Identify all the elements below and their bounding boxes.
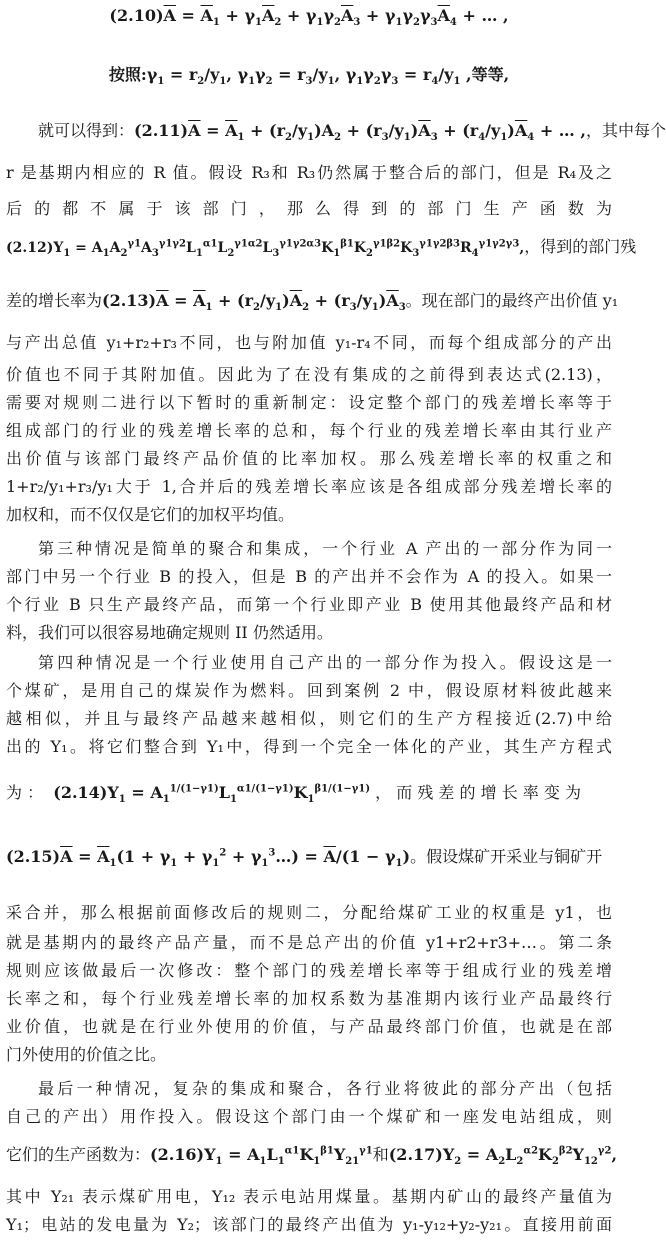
paragraph-line: 第四种情况是一个行业使用自己产出的一部分作为投入。假设这是一 <box>38 653 612 672</box>
paragraph-line: 自己的产出）用作投入。假设这个部门由一个煤矿和一座发电站组成，则 <box>6 1107 612 1126</box>
text-run: 就可以得到： <box>38 121 135 140</box>
paragraph-line: 规则应该做最后一次修改：整个部门的残差增长率等于组成行业的残差增 <box>6 961 612 980</box>
paragraph-line: 其中 Y₂₁ 表示煤矿用电，Y₁₂ 表示电站用煤量。基期内矿山的最终产量值为 <box>6 1187 612 1206</box>
paragraph-line: 就是基期内的最终产品产量，而不是总产出的价值 y1+r2+r3+…。第二条 <box>6 933 612 952</box>
paragraph-line: 个煤矿，是用自己的煤炭作为燃料。回到案例 2 中，假设原材料彼此越来 <box>6 681 612 700</box>
paragraph-line: 后 的 都 不 属 于 该 部 门 ， 那 么 得 到 的 部 门 生 产 函 数 为 <box>6 199 612 218</box>
paragraph-line: 第三种情况是简单的聚合和集成，一个行业 A 产出的一部分作为同一 <box>38 539 612 558</box>
paragraph-line: r 是基期内相应的 R 值。假设 R₃和 R₃仍然属于整合后的部门，但是 R₄及之 <box>6 163 612 182</box>
equation-2-17: $(2.17)Y_2 = A_2L_2^{\alpha 2}K_2^{\beta 2}Y_{12}^{\gamma 2}$, <box>388 1145 618 1168</box>
paragraph-line <box>6 290 619 314</box>
equation-2-16: $(2.16)Y_1 = A_1L_1^{\alpha 1}K_1^{\beta 1}Y_{21}^{\gamma 1}$ <box>150 1145 373 1168</box>
text-run: 为 ： <box>6 783 44 802</box>
text-run: ，其中每个 <box>585 121 666 140</box>
paragraph-line: 业价值，也就是在行业外使用的价值，与产品最终部门价值，也就是在部 <box>6 1017 612 1036</box>
paragraph-line <box>6 1144 618 1168</box>
paragraph-line <box>6 846 612 868</box>
paragraph-line <box>6 120 666 144</box>
paragraph-line: 长率之和，每个行业残差增长率的加权系数为基准期内该行业产品最终行 <box>6 989 612 1008</box>
equation-2-10: $(2.10)\overline{A} = \overline{A}_1 + \gamma_1\overline{A}_2 + \gamma_1\gamma_2\overline{A}_3 + \gamma_1\gamma_2\gamma_3\overline{A}_4$ + … , <box>109 6 509 29</box>
paragraph-line: 与产出总值 y₁+r₂+r₃不同，也与附加值 y₁-r₄不同，而每个组成部分的产出 <box>6 333 612 352</box>
paragraph-line: 加权和，而不仅仅是它们的加权平均值。 <box>6 505 295 524</box>
paragraph-line <box>6 236 637 259</box>
equation-2-11: $(2.11)\overline{A} = \overline{A}_1 + (r_2/y_1)A_2 + (r_3/y_1)\overline{A}_3 + (r_4/y_1)\overline{A}_4$ + … , <box>134 121 586 144</box>
paragraph-line <box>6 782 612 804</box>
text-run: ， 而 残 差 的 增 长 率 变 为 <box>375 783 581 802</box>
text-run: ，得到的部门残 <box>524 237 637 256</box>
paragraph-line: 越相似，并且与最终产品越来越相似，则它们的生产方程接近(2.7)中给 <box>6 709 612 728</box>
paragraph-line: 出价值与该部门最终产品价值的比率加权。那么残差增长率的权重之和 <box>6 449 612 468</box>
paragraph-line: 出的 Y₁。将它们整合到 Y₁中，得到一个完全一体化的产业，其生产方程式 <box>6 737 612 756</box>
equation-2-12: $(2.12)Y_1 = A_1A_2^{\gamma 1}A_3^{\gamma 1\gamma 2}L_1^{\alpha 1}L_2^{\gamma 1\alpha 2}L_3^{\gamma 1\gamma 2\alpha 3}K_1^{\beta 1}K_2^{\gamma 1\beta 2}K_3^{\gamma 1\gamma 2\beta 3}R_4^{\gamma 1\gamma 2\gamma 3}$, <box>6 238 525 259</box>
paragraph-line: 个行业 B 只生产最终产品，而第一个行业即产业 B 使用其他最终产品和材 <box>6 595 612 614</box>
equation-gamma-definitions: 按照$:\gamma_1 = r_2/y_1$, $\gamma_1\gamma_2 = r_3/y_1$, $\gamma_1\gamma_2\gamma_3 = r_4/y_1$ ,等等, <box>108 65 510 88</box>
equation-2-13: $(2.13)\overline{A} = \overline{A}_1 + (r_2/y_1)\overline{A}_2 + (r_3/y_1)\overline{A}_3$ <box>102 291 406 314</box>
paragraph-line: 需要对规则二进行以下暂时的重新制定：设定整个部门的残差增长率等于 <box>6 393 612 412</box>
paragraph-line: 价值也不同于其附加值。因此为了在没有集成的之前得到表达式(2.13)， <box>6 365 612 384</box>
text-run: 差的增长率为 <box>6 291 103 310</box>
text-run: 。现在部门的最终产出价值 y₁ <box>405 291 619 310</box>
text-run: 和 <box>372 1145 389 1164</box>
paragraph-line: 组成部门的行业的残差增长率的总和，每个行业的残差增长率由其行业产 <box>6 421 612 440</box>
equation-2-15: $(2.15)\overline{A} = \overline{A}_1(1 + \gamma_1 + \gamma_1^2$ + $\gamma_1^3\dots) = \overline{A}/(1 - \gamma_1)$ <box>6 847 411 870</box>
paragraph-line: 门外使用的价值之比。 <box>6 1045 167 1064</box>
equation-2-14: $(2.14)Y_1 = A_1^{1/(1-\gamma 1)}L_1^{\alpha 1/(1-\gamma 1)}K_1^{\beta 1/(1-\gamma 1)}$ <box>53 783 371 806</box>
paragraph-line: Y₁；电站的发电量为 Y₂；该部门的最终产出值为 y₁-y₁₂+y₂-y₂₁。直接用前面 <box>6 1215 612 1234</box>
paragraph-line: 部门中另一个行业 B 的投入，但是 B 的产出并不会作为 A 的投入。如果一 <box>6 567 612 586</box>
text-run: 。假设煤矿开采业与铜矿开 <box>410 847 603 866</box>
text-run: 它们的生产函数为： <box>6 1145 151 1164</box>
paragraph-line: 1+r₂/y₁+r₃/y₁大于 1,合并后的残差增长率应该是各组成部分残差增长率的 <box>6 477 612 496</box>
paragraph-line: 采合并，那么根据前面修改后的规则二，分配给煤矿工业的权重是 y1，也 <box>6 903 612 922</box>
paragraph-line: 最后一种情况，复杂的集成和聚合，各行业将彼此的部分产出（包括 <box>38 1079 612 1098</box>
paragraph-line: 料，我们可以很容易地确定规则 II 仍然适用。 <box>6 623 333 642</box>
